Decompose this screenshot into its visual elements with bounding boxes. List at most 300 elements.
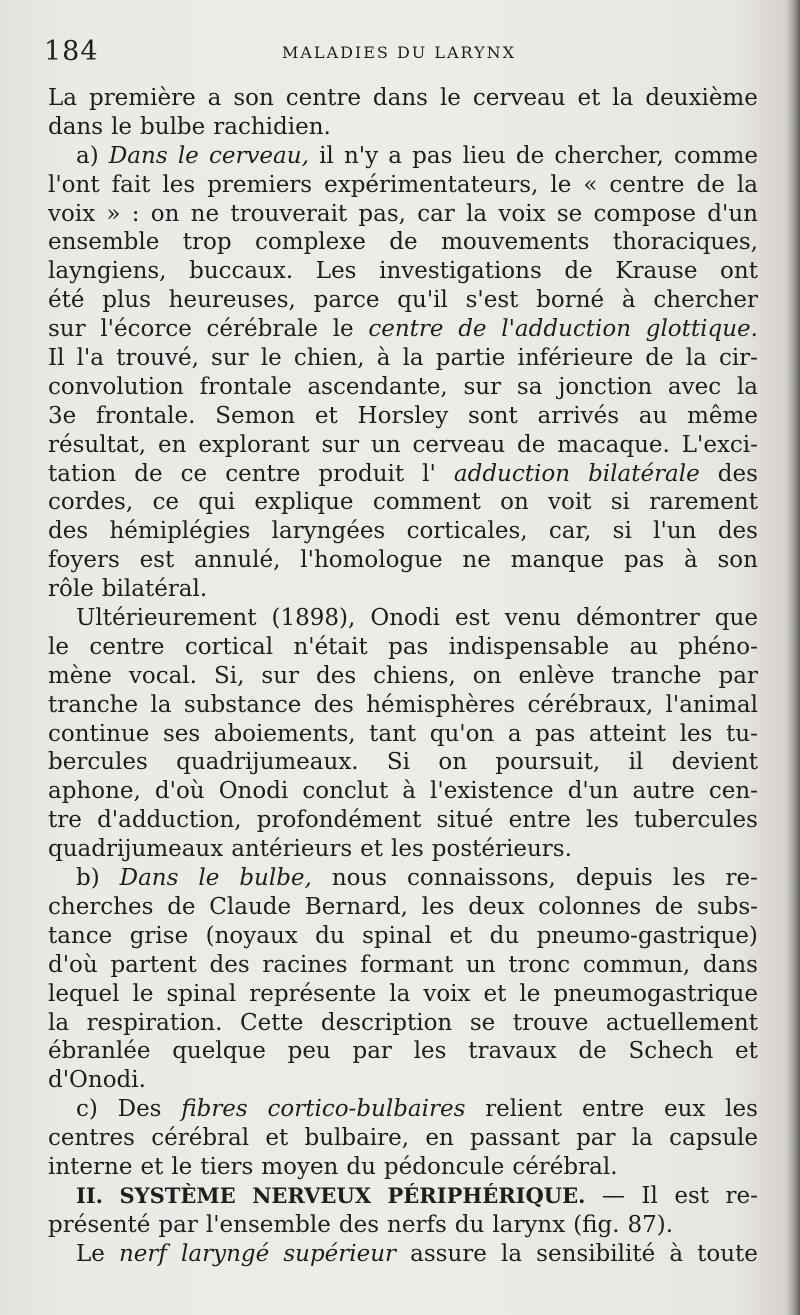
word: un: [371, 431, 401, 458]
word: que: [714, 605, 758, 632]
word: de: [564, 258, 593, 285]
word: jonction: [558, 373, 653, 400]
text-line: [48, 633, 758, 662]
word: avec: [667, 373, 722, 400]
word: »: [106, 200, 121, 227]
word: bulbe: [140, 113, 206, 140]
word: larynx: [492, 1211, 566, 1238]
word: Semon: [215, 402, 296, 429]
word: Schech: [628, 1038, 714, 1065]
word: hémisphères: [366, 691, 516, 718]
text-line: [48, 1124, 758, 1153]
word: (1898),: [271, 605, 356, 632]
text-line: [48, 662, 758, 691]
text-line: [48, 402, 758, 431]
word: lieu: [462, 142, 506, 169]
word: de: [578, 1038, 607, 1065]
word: pas,: [358, 200, 406, 227]
word: bilatéral.: [101, 576, 208, 603]
word: de: [645, 345, 674, 372]
word: la: [48, 1009, 70, 1036]
word: se: [556, 200, 583, 227]
word: re-: [725, 1182, 758, 1209]
word: grise: [129, 922, 189, 949]
word: corticales,: [406, 518, 528, 545]
word: frontale.: [96, 402, 196, 429]
word: centres: [48, 1125, 135, 1152]
word: on: [500, 489, 529, 516]
word: à: [376, 345, 391, 372]
word: au: [629, 633, 658, 660]
word: est: [139, 547, 175, 574]
word: par: [718, 662, 758, 689]
word: interne: [48, 1153, 133, 1180]
word: 3e: [48, 402, 77, 429]
word: commun,: [582, 951, 691, 978]
word: il: [319, 142, 334, 169]
text-line: [48, 344, 758, 373]
word: respiration.: [86, 1009, 223, 1036]
word: connaissons,: [407, 865, 556, 892]
word: Dans: [119, 865, 179, 892]
word: Dans: [108, 142, 168, 169]
text-line: [48, 604, 758, 633]
word: en: [425, 1125, 454, 1152]
word: pneumogastrique: [553, 980, 758, 1007]
word: des: [316, 662, 357, 689]
word: (noyaux: [205, 922, 298, 949]
text-line: [48, 951, 758, 980]
word: autre: [632, 778, 695, 805]
word: pas: [412, 142, 453, 169]
word: voix: [48, 200, 96, 227]
text-line: [48, 257, 758, 286]
word: la: [402, 345, 424, 372]
word: n'y: [343, 142, 379, 169]
word: comment: [372, 489, 481, 516]
word: d'Onodi.: [48, 1067, 146, 1094]
word: partie: [435, 345, 506, 372]
word: l'homologue: [300, 547, 443, 574]
word: comme: [673, 142, 758, 169]
word: le: [260, 345, 282, 372]
word: sur: [463, 373, 502, 400]
word: ce: [152, 489, 179, 516]
word: la: [150, 691, 172, 718]
word: macaque.: [557, 431, 670, 458]
word: d'où: [48, 951, 98, 978]
word: Onodi: [218, 778, 289, 805]
word: bercules: [48, 749, 148, 776]
word: expérimentateurs,: [324, 171, 539, 198]
word: le: [519, 980, 541, 1007]
word: un: [465, 951, 496, 978]
word: de: [517, 431, 546, 458]
word: capsule: [669, 1125, 758, 1152]
word: NERVEUX: [252, 1182, 371, 1208]
word: quelque: [172, 1038, 266, 1065]
word: ont: [720, 258, 758, 285]
word: la: [501, 1240, 523, 1267]
word: tranche: [48, 691, 139, 718]
page-edge-shadow: [786, 0, 800, 1315]
word: par: [576, 1125, 616, 1152]
word: entre: [581, 1096, 645, 1123]
word: de: [389, 229, 418, 256]
text-line: [48, 748, 758, 777]
word: l'ont: [48, 171, 100, 198]
word: son: [717, 547, 758, 574]
text-line: [48, 720, 758, 749]
word: cortical: [184, 633, 274, 660]
word: présenté: [48, 1211, 151, 1238]
word: qu'on: [429, 720, 495, 747]
text-line: [48, 1182, 758, 1211]
word: entre: [508, 807, 571, 834]
word: a: [507, 720, 522, 747]
word: la: [389, 980, 411, 1007]
word: tation: [48, 460, 117, 487]
word: et: [360, 836, 383, 863]
word: la: [736, 373, 758, 400]
word: le: [48, 633, 69, 660]
word: cerveau: [472, 85, 566, 111]
word: est: [674, 1182, 710, 1209]
word: eux: [664, 1096, 706, 1123]
word: centre: [89, 633, 165, 660]
word: fibres: [181, 1096, 248, 1123]
word: Des: [117, 1096, 162, 1123]
word: cérébral: [151, 1125, 250, 1152]
word: laryngées: [271, 518, 386, 545]
text-line: [48, 113, 758, 142]
text-line: [48, 575, 758, 604]
word: dans: [702, 951, 758, 978]
word: la: [631, 1125, 653, 1152]
text-line: [48, 806, 758, 835]
word: explique: [254, 489, 354, 516]
word: des: [48, 518, 89, 545]
word: premiers: [207, 171, 313, 198]
word: —: [601, 1182, 625, 1209]
word: on: [150, 200, 180, 227]
word: ce: [180, 460, 208, 487]
word: moyen: [261, 1153, 339, 1180]
word: on: [438, 749, 468, 776]
text-line: [48, 431, 758, 460]
word: l'écorce: [100, 316, 192, 343]
body-text: [48, 84, 758, 1269]
word: peu: [287, 1038, 331, 1065]
word: conclut: [302, 778, 389, 805]
word: les: [162, 171, 196, 198]
word: chercher: [653, 287, 758, 314]
word: et: [483, 980, 507, 1007]
word: sur: [321, 431, 360, 458]
word: il: [628, 749, 644, 776]
word: sa: [516, 373, 543, 400]
word: sont: [468, 402, 518, 429]
word: été: [48, 287, 85, 314]
word: actuellement: [605, 1009, 758, 1036]
word: travaux: [468, 1038, 557, 1065]
word: cerveau: [412, 431, 506, 458]
word: les: [413, 1038, 447, 1065]
word: complexe: [255, 229, 366, 256]
word: tubercules: [634, 807, 758, 834]
word: trouvé,: [116, 345, 199, 372]
word: Krause: [615, 258, 698, 285]
text-line: [48, 1211, 758, 1240]
word: antérieurs: [231, 836, 353, 863]
text-line: [48, 517, 758, 546]
word: tre: [48, 807, 82, 834]
word: centre: [368, 316, 444, 343]
word: la: [612, 85, 634, 111]
word: si: [612, 518, 632, 545]
word: tiers: [200, 1153, 254, 1180]
word: bulbe,: [239, 865, 312, 892]
word: depuis: [575, 865, 653, 892]
word: Onodi: [370, 605, 440, 632]
word: et: [735, 1038, 758, 1065]
word: glottique.: [645, 316, 758, 343]
word: n'était: [293, 633, 368, 660]
word: ne: [190, 200, 220, 227]
word: chiens,: [373, 662, 456, 689]
word: de: [696, 171, 725, 198]
word: layngiens,: [48, 258, 167, 285]
word: b): [76, 865, 100, 892]
word: à: [621, 287, 636, 314]
word: c): [76, 1096, 98, 1123]
word: centre: [609, 171, 685, 198]
word: postérieurs.: [431, 836, 572, 863]
word: aphone,: [48, 778, 141, 805]
text-line: [48, 228, 758, 257]
word: et: [140, 1153, 164, 1180]
word: l'ensemble: [205, 1211, 331, 1238]
word: trop: [182, 229, 232, 256]
word: Si: [386, 749, 411, 776]
word: aboiements,: [213, 720, 356, 747]
word: le: [132, 980, 154, 1007]
word: l'existence: [430, 778, 554, 805]
word: deux: [468, 893, 525, 920]
word: d'un: [707, 200, 758, 227]
word: bilatérale: [588, 460, 700, 487]
word: bulbaire,: [304, 1125, 410, 1152]
word: cérébrale: [206, 316, 319, 343]
word: on: [472, 662, 502, 689]
word: mène: [48, 662, 112, 689]
word: buccaux.: [189, 258, 294, 285]
text-line: [48, 1240, 758, 1269]
word: son: [233, 85, 274, 111]
word: cordes,: [48, 489, 134, 516]
word: des: [717, 518, 758, 545]
word: nerf: [118, 1240, 167, 1267]
word: produit: [318, 460, 405, 487]
word: tronc: [508, 951, 571, 978]
text-line: [48, 142, 758, 171]
text-line: [48, 200, 758, 229]
text-line: [48, 893, 758, 922]
word: devient: [671, 749, 758, 776]
word: l'un: [653, 518, 697, 545]
word: de: [134, 460, 163, 487]
word: fait: [111, 171, 151, 198]
word: a: [207, 85, 222, 111]
word: l'adduction: [501, 316, 632, 343]
word: formant: [360, 951, 454, 978]
word: assure: [410, 1240, 487, 1267]
word: dans: [372, 85, 428, 111]
word: deuxième: [645, 85, 758, 111]
word: Ultérieurement: [76, 605, 257, 632]
word: partent: [110, 951, 197, 978]
word: centre: [225, 460, 301, 487]
word: a): [76, 142, 99, 169]
word: et: [449, 922, 473, 949]
word: Cette: [240, 1009, 304, 1036]
word: supérieur: [283, 1240, 397, 1267]
word: ses: [162, 720, 201, 747]
word: première: [88, 85, 196, 111]
word: le: [111, 113, 133, 140]
word: des: [338, 1211, 380, 1238]
word: profondément: [256, 807, 422, 834]
word: de: [167, 893, 196, 920]
word: représente: [249, 980, 377, 1007]
word: la: [736, 171, 758, 198]
text-line: [48, 777, 758, 806]
word: subs-: [697, 893, 758, 920]
word: chercher,: [554, 142, 664, 169]
word: cortico-bulbaires: [267, 1096, 466, 1123]
word: «: [583, 171, 598, 198]
word: des: [717, 460, 758, 487]
word: le: [198, 865, 220, 892]
text-line: [48, 691, 758, 720]
word: rarement: [649, 489, 758, 516]
word: Claude: [209, 893, 292, 920]
word: du: [346, 1153, 376, 1180]
word: le: [550, 171, 572, 198]
word: les: [421, 893, 455, 920]
word: si: [610, 489, 630, 516]
word: cérébraux,: [527, 691, 654, 718]
text-line: [48, 980, 758, 1009]
word: manque: [510, 547, 605, 574]
word: à: [669, 1240, 684, 1267]
word: quadrijumeaux.: [176, 749, 359, 776]
word: rôle: [48, 576, 94, 603]
word: ne: [462, 547, 491, 574]
word: cherches: [48, 893, 154, 920]
text-line: [48, 1066, 758, 1095]
word: des: [209, 951, 250, 978]
word: re-: [725, 865, 758, 892]
word: d'adduction,: [97, 807, 242, 834]
text-line: [48, 1037, 758, 1066]
word: cérébral.: [512, 1153, 618, 1180]
word: sur: [48, 316, 86, 343]
word: quadrijumeaux: [48, 836, 224, 863]
word: de: [515, 142, 545, 169]
word: ensemble: [48, 229, 160, 256]
word: sensibilité: [536, 1240, 656, 1267]
word: d'où: [154, 778, 205, 805]
word: centre: [285, 85, 361, 111]
word: par: [352, 1038, 392, 1065]
page-header: [44, 36, 754, 70]
word: frontale: [199, 373, 292, 400]
word: Le: [76, 1240, 105, 1267]
word: nerfs: [387, 1211, 447, 1238]
text-line: [48, 922, 758, 951]
word: chien,: [293, 345, 365, 372]
word: à: [683, 547, 698, 574]
word: tance: [48, 922, 113, 949]
word: foyers: [48, 547, 120, 574]
word: indispensable: [448, 633, 610, 660]
word: situé: [436, 807, 494, 834]
word: car,: [548, 518, 592, 545]
word: et: [314, 402, 338, 429]
word: continue: [48, 720, 150, 747]
word: nous: [331, 865, 388, 892]
word: sur: [211, 345, 249, 372]
word: :: [131, 200, 140, 227]
text-line: [48, 286, 758, 315]
word: qui: [198, 489, 236, 516]
word: passant: [470, 1125, 560, 1152]
word: Bernard,: [304, 893, 408, 920]
word: et: [577, 85, 601, 111]
word: la: [685, 345, 707, 372]
word: résultat,: [48, 431, 147, 458]
word: vocal.: [128, 662, 197, 689]
word: même: [687, 402, 758, 429]
word: mouvements: [441, 229, 590, 256]
word: pas: [535, 720, 576, 747]
word: trouverait: [230, 200, 348, 227]
word: l'animal: [665, 691, 758, 718]
word: racines: [262, 951, 348, 978]
text-line: [48, 373, 758, 402]
word: heureuses,: [168, 287, 296, 314]
word: poursuit,: [495, 749, 601, 776]
word: du: [489, 922, 520, 949]
word: la: [466, 200, 488, 227]
word: de: [458, 316, 487, 343]
word: lequel: [48, 980, 120, 1007]
word: se: [469, 1009, 496, 1036]
word: les: [391, 836, 424, 863]
word: explorant: [198, 431, 310, 458]
word: pédoncule: [383, 1153, 505, 1180]
word: Il: [48, 345, 65, 372]
word: compose: [593, 200, 697, 227]
word: cen-: [708, 778, 758, 805]
word: l'a: [76, 345, 104, 372]
word: démontrer: [576, 605, 700, 632]
word: ébranlée: [48, 1038, 151, 1065]
word: l': [422, 460, 436, 487]
word: toute: [697, 1240, 758, 1267]
word: dans: [48, 113, 104, 140]
